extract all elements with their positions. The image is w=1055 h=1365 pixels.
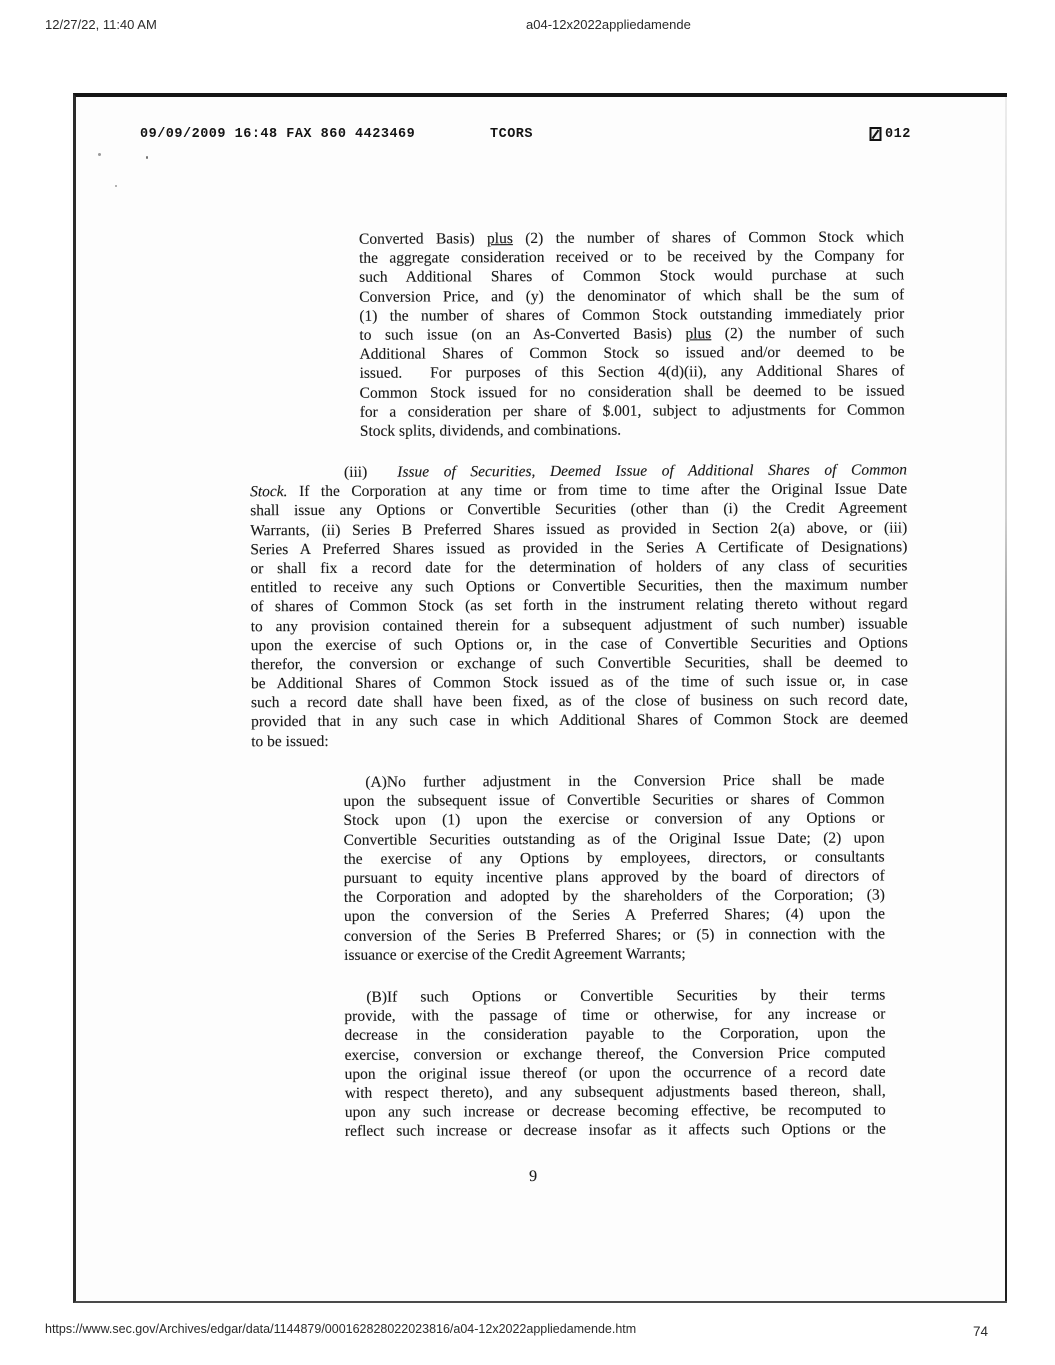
text-line: Additional Shares of Common Stock so issued and/or deemed to be — [359, 343, 905, 363]
text-line: Series A Preferred Shares issued as provided in the Series A Certificate of Designations) — [250, 538, 908, 559]
text-line: pursuant to equity incentive plans approved by the board of directors of — [343, 867, 885, 887]
text-line: Stock splits, dividends, and combinations. — [359, 421, 622, 440]
text-line: such a record date shall have been fixed, as of the close of business on such record date, — [250, 691, 909, 712]
text-line: Conversion Price, and (y) the denominator of which shall be the sum of — [359, 285, 905, 306]
text-line: to be issued: — [251, 732, 329, 750]
text-line: upon the original issue thereof (or upon the occurrence of a record date — [344, 1063, 886, 1083]
text-line: provided that in any such case in which Additional Shares of Common Stock are deemed — [251, 710, 909, 731]
footer-url: https://www.sec.gov/Archives/edgar/data/1144879/000162828022023816/a04-12x2022appliedamende.htm — [45, 1322, 637, 1336]
fax-sender: TCORS — [490, 127, 534, 142]
paragraph-b-options-terms — [344, 986, 886, 1142]
text-line: be Additional Shares of Common Stock issued as of the time of such issue or, in case — [250, 672, 908, 693]
print-header-title: a04-12x2022appliedamende — [526, 17, 691, 32]
paragraph-a-no-further-adjustment — [343, 771, 885, 965]
text-line: Convertible Securities outstanding as of the Original Issue Date; (2) upon — [343, 829, 885, 849]
text-line: therefor, the conversion or exchange of such Convertible Securities, shall be deemed to — [250, 653, 908, 674]
footer-page-number: 74 — [973, 1324, 989, 1339]
text-line: with respect thereto), and any subsequent adjustments based thereon, shall, — [344, 1082, 886, 1102]
text-line: (B)If such Options or Convertible Securities by their terms — [366, 986, 886, 1006]
text-line: upon any such increase or decrease becoming effective, be recomputed to — [344, 1101, 886, 1121]
text-line: Converted Basis) plus (2) the number of shares of Common Stock which — [358, 228, 905, 248]
text-line: to such issue (on an As-Converted Basis) plus (2) the number of such — [359, 324, 905, 344]
text-line: Stock. If the Corporation at any time or from time to time after the Original Issue Date — [250, 480, 908, 501]
text-line: upon the conversion of the Series A Preferred Shares; (4) upon the — [343, 905, 885, 926]
text-line: shall issue any Options or Convertible Securities (other than (i) the Credit Agreement — [250, 499, 908, 520]
text-line: upon the subsequent issue of Convertible Securities or shares of Common — [343, 790, 885, 811]
text-line: provide, with the passage of time or otherwise, for any increase or — [344, 1005, 886, 1026]
paragraph-conversion-price — [359, 227, 905, 440]
text-line: for a consideration per share of $.001, subject to adjustments for Common — [359, 401, 905, 421]
text-line: conversion of the Series B Preferred Shares; or (5) in connection with the — [343, 925, 886, 945]
text-line: entitled to receive any such Options or Convertible Securities, then the maximum number — [250, 576, 908, 597]
text-line: decrease in the consideration payable to the Corporation, upon the — [344, 1024, 886, 1045]
text-line: (A)No further adjustment in the Conversion Price shall be made — [365, 771, 885, 791]
text-line: reflect such increase or decrease insofar as it affects such Options or the — [344, 1120, 886, 1141]
text-line: Common Stock issued for no consideration shall be deemed to be issued — [359, 381, 905, 402]
text-line: Warrants, (ii) Series B Preferred Shares issued as provided in Section 2(a) above, or (iii) — [250, 518, 908, 539]
text-line: exercise, conversion or exchange thereof, the Conversion Price computed — [344, 1044, 886, 1064]
text-line: or shall fix a record date for the determination of holders of any class of securities — [250, 557, 908, 578]
text-line: Stock upon (1) upon the exercise or conversion of any Options or — [343, 809, 885, 830]
text-line: (1) the number of shares of Common Stock outstanding immediately prior — [359, 305, 905, 325]
text-line: of shares of Common Stock (as set forth in the instrument relating thereto without regard — [250, 595, 908, 616]
print-header-datetime: 12/27/22, 11:40 AM — [45, 17, 157, 32]
page-number: 9 — [529, 1168, 538, 1186]
text-line: the exercise of any Options by employees, directors, or consultants — [343, 848, 885, 868]
document-page — [73, 93, 1007, 1303]
fax-page-count-label: 012 — [885, 126, 911, 142]
text-line: the aggregate consideration received or to be received by the Company for — [359, 247, 905, 267]
scanned-text-body — [73, 95, 1009, 1303]
fax-timestamp: 09/09/2009 16:48 FAX 860 4423469 — [140, 127, 416, 142]
paragraph-iii-issue-of-securities — [250, 460, 908, 751]
text-line: such Additional Shares of Common Stock would purchase at such — [359, 266, 905, 287]
text-line: issuance or exercise of the Credit Agreement Warrants; — [344, 945, 686, 964]
text-line: the Corporation and adopted by the shareholders of the Corporation; (3) — [343, 886, 885, 906]
text-line: upon the exercise of such Options or, in the case of Convertible Securities and Options — [250, 634, 908, 654]
text-line: (iii) Issue of Securities, Deemed Issue of Additional Shares of Common — [343, 461, 908, 481]
text-line: issued. For purposes of this Section 4(d)(ii), any Additional Shares of — [359, 362, 905, 383]
text-line: to any provision contained therein for a subsequent adjustment of such number) issuable — [250, 614, 908, 635]
